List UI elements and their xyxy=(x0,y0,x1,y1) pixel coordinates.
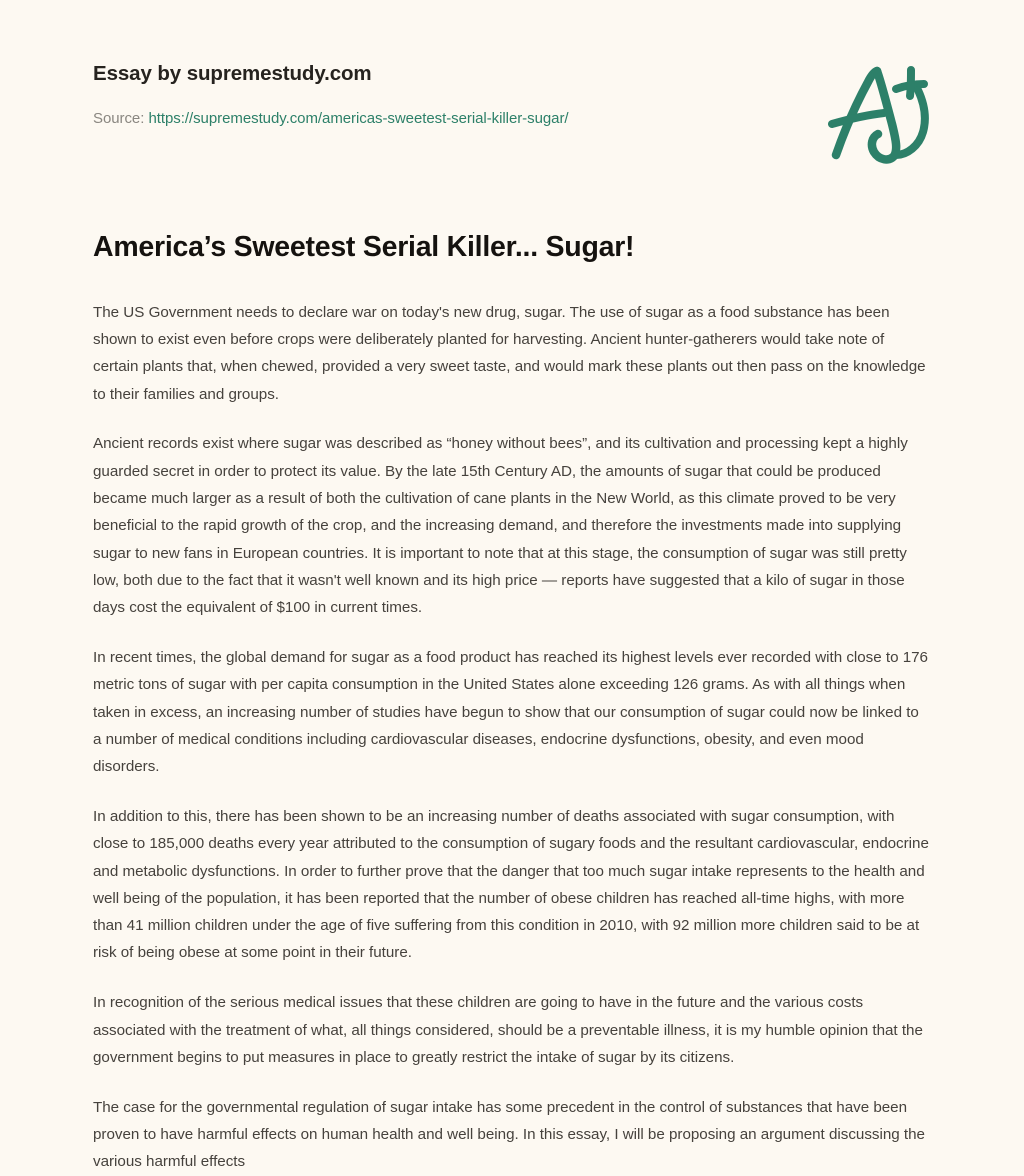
source-line xyxy=(93,109,931,129)
paragraph: The US Government needs to declare war on today's new drug, sugar. The use of sugar as a food substance has been shown to exist even before crops were deliberately planted for harvesting. Ancient hunter-gatherers would take note of certain plants that, when chewed, provided a very sweet taste, and would mark these plants out then pass on the knowledge to their families and groups. xyxy=(93,303,926,403)
paragraph: In recognition of the serious medical issues that these children are going to have in the future and the various costs associated with the treatment of what, all things considered, should be a preventable illness, it is my humble opinion that the government begins to put measures in place to greatly restrict the intake of sugar by its citizens. xyxy=(93,994,923,1066)
source-label: Source: xyxy=(93,109,145,127)
paragraph: In addition to this, there has been shown to be an increasing number of deaths associated with sugar consumption, with close to 185,000 deaths every year attributed to the consumption of sugary foods and the resultant cardiovascular, endocrine and metabolic dysfunctions. In order to further prove that the danger that too much sugar intake represents to the health and well being of the population, it has been reported that the number of obese children has reached all-time highs, with more than 41 million children under the age of five suffering from this condition in 2010, with 92 million more children said to be at risk of being obese at some point in their future. xyxy=(93,807,929,962)
paragraph: In recent times, the global demand for sugar as a food product has reached its highest levels ever recorded with close to 176 metric tons of sugar with per capita consumption in the United States alone exceeding 126 grams. As with all things when taken in excess, an increasing number of studies have begun to show that our consumption of sugar could now be linked to a number of medical conditions including cardiovascular diseases, endocrine dysfunctions, obesity, and even mood disorders. xyxy=(93,648,928,776)
page-title: America’s Sweetest Serial Killer... Sugar! xyxy=(93,231,635,264)
a-plus-logo-icon xyxy=(818,58,938,168)
byline: Essay by supremestudy.com xyxy=(93,62,372,85)
source-url-link[interactable]: https://supremestudy.com/americas-sweetest-serial-killer-sugar/ xyxy=(148,109,569,127)
article-body xyxy=(93,266,931,1176)
document-header xyxy=(93,0,931,128)
paragraph: The case for the governmental regulation of sugar intake has some precedent in the control of substances that have been proven to have harmful effects on human health and well being. In this essay, I will be proposing an argument discussing the various harmful effects xyxy=(93,1098,925,1171)
paragraph: Ancient records exist where sugar was described as “honey without bees”, and its cultivation and processing kept a highly guarded secret in order to protect its value. By the late 15th Century AD, the amounts of sugar that could be produced became much larger as a result of both the cultivation of cane plants in the New World, as this climate proved to be very beneficial to the rapid growth of the crop, and the increasing demand, and therefore the investments made into supplying sugar to new fans in European countries. It is important to note that at this stage, the consumption of sugar was still pretty low, both due to the fact that it wasn't well known and its high price — reports have suggested that a kilo of sugar in those days cost the equivalent of $100 in current times. xyxy=(93,435,908,617)
